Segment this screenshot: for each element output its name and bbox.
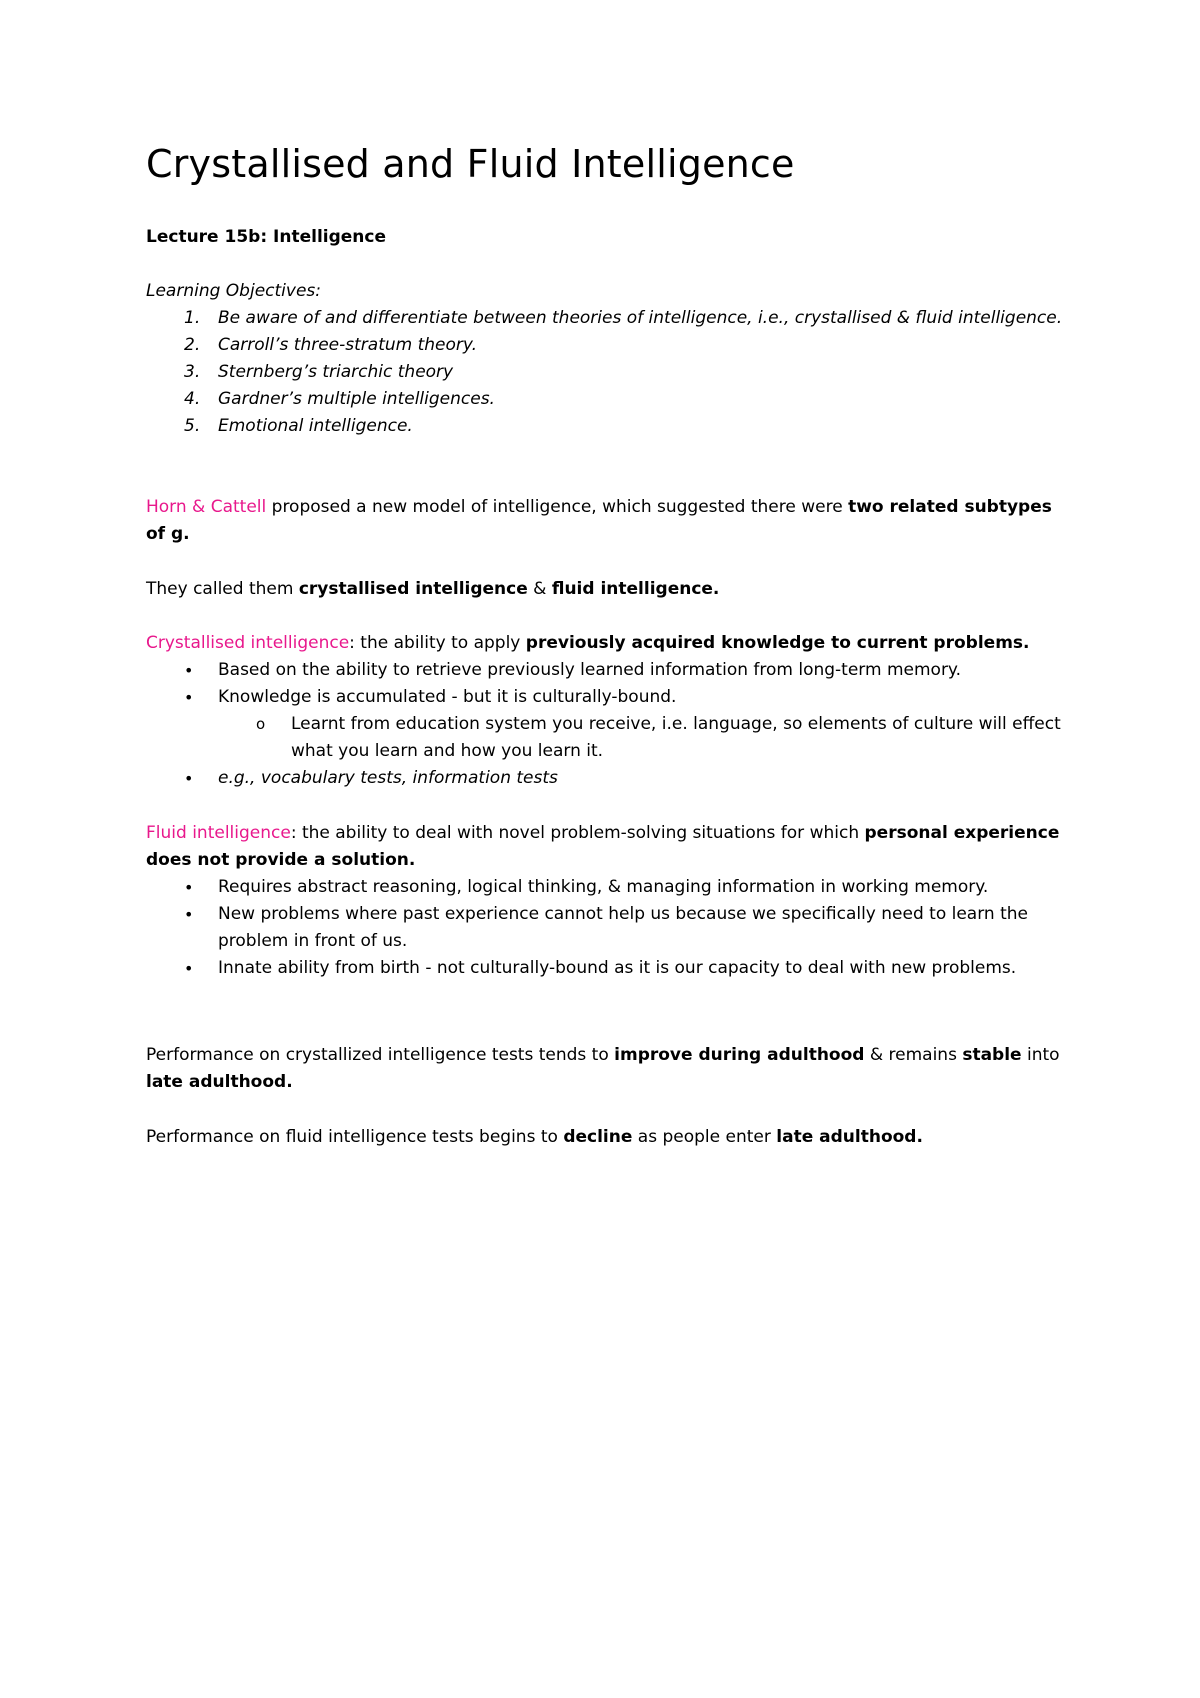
list-item-text: Sternberg’s triarchic theory bbox=[218, 362, 454, 382]
lecture-heading: Lecture 15b: Intelligence bbox=[146, 227, 387, 247]
perf2-bold-late: late adulthood. bbox=[776, 1127, 923, 1147]
list-item-text: Carroll’s three-stratum theory. bbox=[218, 335, 478, 355]
crystallised-definition bbox=[146, 630, 1066, 657]
perf1-bold-stable: stable bbox=[962, 1045, 1022, 1065]
list-number: 2. bbox=[184, 335, 201, 355]
crystallized-performance-paragraph bbox=[146, 1042, 1066, 1096]
list-number: 5. bbox=[184, 416, 201, 436]
list-item-text: Based on the ability to retrieve previously learned information from long-term memory. bbox=[218, 660, 961, 680]
list-item-text: Knowledge is accumulated - but it is culturally-bound. bbox=[218, 687, 677, 707]
list-item-text: Emotional intelligence. bbox=[218, 416, 413, 436]
list-item bbox=[146, 657, 1066, 684]
perf1-bold-late: late adulthood. bbox=[146, 1072, 293, 1092]
horn-cattell-term: Horn & Cattell bbox=[146, 497, 267, 517]
list-item bbox=[146, 332, 1066, 359]
crystallised-section bbox=[146, 630, 1066, 792]
list-number: 3. bbox=[184, 362, 201, 382]
list-item bbox=[146, 684, 1066, 711]
crystallised-bullets bbox=[146, 657, 1066, 792]
called-text: They called them bbox=[146, 579, 299, 599]
list-item bbox=[146, 413, 1066, 440]
horn-bold: two related subtypes of g. bbox=[146, 497, 1052, 544]
horn-cattell-paragraph bbox=[146, 494, 1066, 548]
fluid-bold: personal experience does not provide a solution. bbox=[146, 823, 1060, 870]
fluid-bullets bbox=[146, 874, 1066, 982]
called-bold-fluid: fluid intelligence. bbox=[551, 579, 720, 599]
horn-text: proposed a new model of intelligence, which suggested there were bbox=[266, 497, 849, 517]
list-item bbox=[146, 386, 1066, 413]
perf1-text: Performance on crystallized intelligence tests tends to bbox=[146, 1045, 615, 1065]
list-item-text: Requires abstract reasoning, logical thinking, & managing information in working memory. bbox=[218, 877, 989, 897]
crystallised-bold: previously acquired knowledge to current problems. bbox=[525, 633, 1030, 653]
bullet-icon: • bbox=[184, 661, 194, 680]
learning-objectives bbox=[146, 278, 1066, 440]
objectives-list bbox=[146, 305, 1066, 440]
perf2-bold-decline: decline bbox=[563, 1127, 633, 1147]
list-item bbox=[146, 305, 1066, 332]
circle-bullet-icon: o bbox=[256, 715, 266, 733]
perf2-text: Performance on fluid intelligence tests begins to bbox=[146, 1127, 564, 1147]
list-item bbox=[146, 874, 1066, 901]
list-item bbox=[146, 359, 1066, 386]
called-paragraph bbox=[146, 576, 1066, 603]
objectives-heading: Learning Objectives: bbox=[146, 281, 321, 301]
list-item-text: Gardner’s multiple intelligences. bbox=[218, 389, 495, 409]
perf1-bold-improve: improve during adulthood bbox=[614, 1045, 865, 1065]
fluid-text: : the ability to deal with novel problem-solving situations for which bbox=[290, 823, 865, 843]
fluid-section bbox=[146, 820, 1066, 982]
list-item-text: Innate ability from birth - not culturally-bound as it is our capacity to deal with new problems. bbox=[218, 958, 1017, 978]
perf1-text-into: into bbox=[1021, 1045, 1060, 1065]
list-item bbox=[146, 955, 1066, 982]
list-item-text: Learnt from education system you receive, i.e. language, so elements of culture will effect what you learn and how you learn it. bbox=[291, 714, 1061, 761]
fluid-term: Fluid intelligence bbox=[146, 823, 291, 843]
bullet-icon: • bbox=[184, 959, 194, 978]
fluid-definition bbox=[146, 820, 1066, 874]
crystallised-term: Crystallised intelligence bbox=[146, 633, 350, 653]
fluid-performance-paragraph bbox=[146, 1124, 1066, 1151]
perf1-text-remains: & remains bbox=[864, 1045, 963, 1065]
bullet-icon: • bbox=[184, 688, 194, 707]
perf2-text-enter: as people enter bbox=[632, 1127, 777, 1147]
list-item bbox=[146, 765, 1066, 792]
list-number: 1. bbox=[184, 308, 201, 328]
bullet-icon: • bbox=[184, 769, 194, 788]
list-item bbox=[146, 901, 1066, 955]
bullet-icon: • bbox=[184, 905, 194, 924]
called-bold-crystallised: crystallised intelligence bbox=[298, 579, 528, 599]
list-item-text: e.g., vocabulary tests, information tests bbox=[218, 768, 558, 788]
called-text-and: & bbox=[527, 579, 552, 599]
page-title: Crystallised and Fluid Intelligence bbox=[146, 142, 795, 186]
list-item-text: Be aware of and differentiate between theories of intelligence, i.e., crystallised & fluid intelligence. bbox=[218, 308, 1063, 328]
sub-list-item bbox=[146, 711, 1066, 765]
list-item-text: New problems where past experience cannot help us because we specifically need to learn the problem in front of us. bbox=[218, 904, 1028, 951]
crystallised-text: : the ability to apply bbox=[349, 633, 526, 653]
list-number: 4. bbox=[184, 389, 201, 409]
bullet-icon: • bbox=[184, 878, 194, 897]
